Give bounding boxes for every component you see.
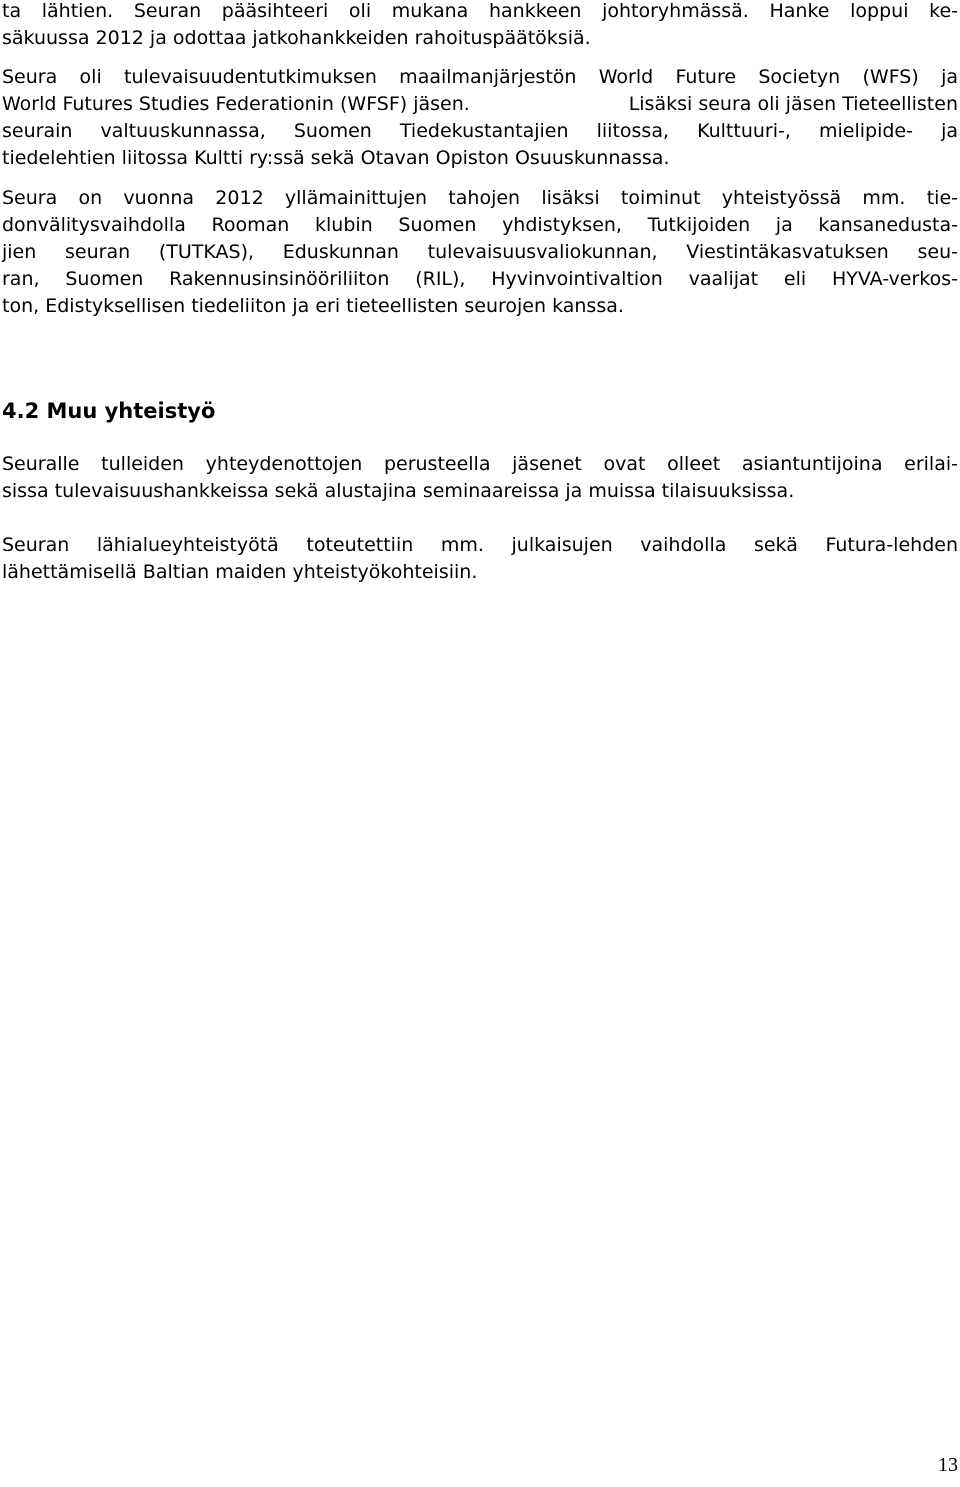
paragraph-line: seurain valtuuskunnassa, Suomen Tiedekustantajien liitossa, Kulttuuri-, mielipide- ja (2, 120, 958, 142)
paragraph-line: jien seuran (TUTKAS), Eduskunnan tulevaisuusvaliokunnan, Viestintäkasvatuksen seu- (2, 241, 958, 263)
paragraph-line: ton, Edistyksellisen tiedeliiton ja eri tieteellisten seurojen kanssa. (2, 295, 624, 317)
paragraph-line: tiedelehtien liitossa Kultti ry:ssä sekä Otavan Opiston Osuuskunnassa. (2, 147, 670, 169)
page-number: 13 (938, 1454, 958, 1476)
paragraph-line-continuation: Lisäksi seura oli jäsen Tieteellisten (628, 93, 958, 115)
paragraph-line: lähettämisellä Baltian maiden yhteistyökohteisiin. (2, 561, 478, 583)
paragraph-line: Seura oli tulevaisuudentutkimuksen maailmanjärjestön World Future Societyn (WFS) ja (2, 66, 958, 88)
paragraph-line: Seuralle tulleiden yhteydenottojen perusteella jäsenet ovat olleet asiantuntijoina erilai- (2, 453, 958, 475)
paragraph-line: sissa tulevaisuushankkeissa sekä alustajina seminaareissa ja muissa tilaisuuksissa. (2, 480, 795, 502)
section-heading: 4.2 Muu yhteistyö (2, 399, 216, 423)
paragraph-line: Seura on vuonna 2012 yllämainittujen tahojen lisäksi toiminut yhteistyössä mm. tie- (2, 187, 958, 209)
paragraph-line: ta lähtien. Seuran pääsihteeri oli mukana hankkeen johtoryhmässä. Hanke loppui ke- (2, 0, 958, 22)
paragraph-line: Seuran lähialueyhteistyötä toteutettiin mm. julkaisujen vaihdolla sekä Futura-lehden (2, 534, 958, 556)
paragraph-line: ran, Suomen Rakennusinsinööriliiton (RIL), Hyvinvointivaltion vaalijat eli HYVA-verkos- (2, 268, 958, 290)
paragraph-line: donvälitysvaihdolla Rooman klubin Suomen yhdistyksen, Tutkijoiden ja kansanedusta- (2, 214, 958, 236)
paragraph-line: World Futures Studies Federationin (WFSF) jäsen. (2, 93, 470, 115)
paragraph-line: säkuussa 2012 ja odottaa jatkohankkeiden rahoituspäätöksiä. (2, 27, 591, 49)
